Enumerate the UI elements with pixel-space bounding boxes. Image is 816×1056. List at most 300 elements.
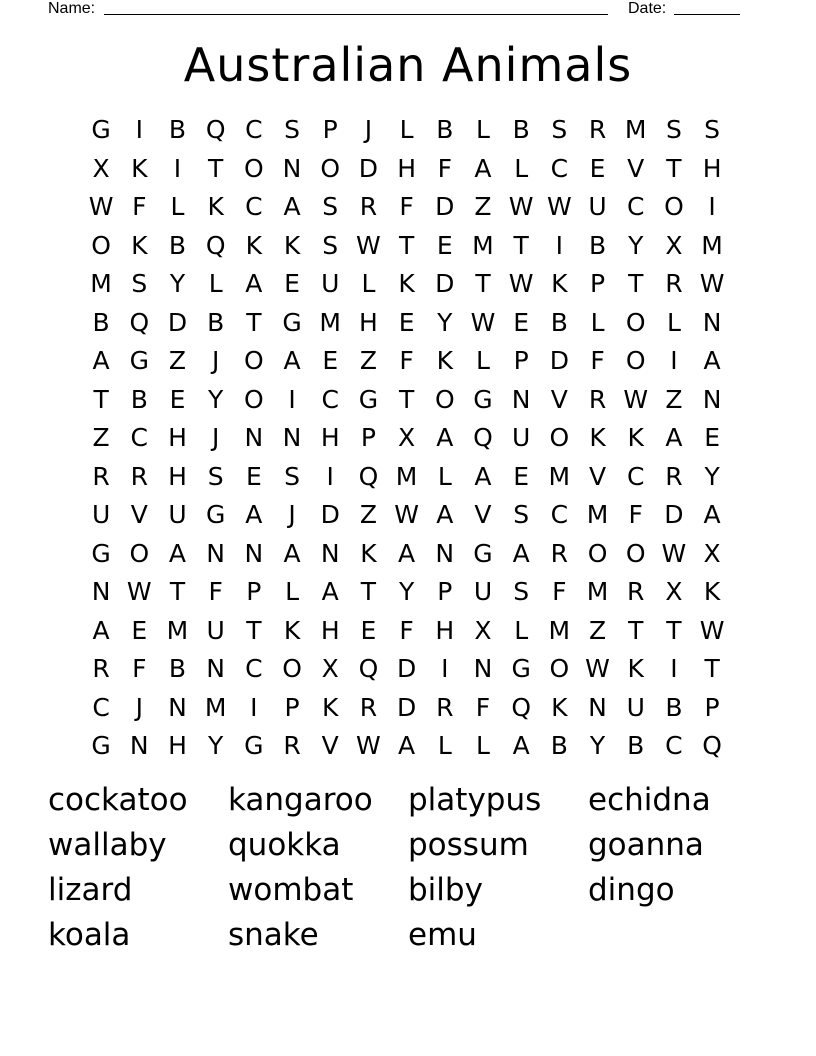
grid-letter: K: [322, 692, 339, 722]
grid-letter: I: [288, 384, 296, 414]
grid-letter: G: [91, 538, 111, 568]
grid-row: [82, 727, 732, 766]
grid-letter: A: [245, 500, 263, 529]
grid-letter: M: [319, 307, 341, 337]
grid-letter: Y: [169, 269, 186, 298]
grid-letter: S: [322, 230, 339, 260]
grid-letter: Y: [437, 307, 453, 337]
grid-letter: C: [245, 192, 263, 221]
grid-letter: R: [627, 577, 645, 606]
grid-row: [82, 535, 732, 574]
grid-letter: U: [512, 423, 531, 452]
grid-letter: Y: [208, 384, 224, 414]
grid-letter: C: [550, 500, 569, 529]
grid-letter: W: [88, 192, 114, 221]
grid-letter: J: [135, 692, 143, 722]
date-label: Date:: [628, 0, 667, 17]
grid-letter: Y: [398, 577, 415, 606]
grid-letter: F: [399, 615, 414, 645]
grid-letter: N: [244, 423, 264, 452]
grid-row: [82, 573, 732, 612]
grid-letter: K: [551, 269, 568, 298]
grid-row: [82, 342, 732, 381]
grid-letter: M: [166, 615, 189, 645]
word-list-item: goanna: [588, 827, 704, 863]
grid-letter: N: [206, 538, 225, 568]
grid-letter: H: [168, 461, 187, 491]
grid-letter: L: [437, 461, 452, 491]
grid-letter: M: [624, 115, 647, 144]
grid-letter: A: [398, 538, 416, 568]
grid-letter: B: [168, 115, 187, 144]
grid-letter: Q: [205, 230, 226, 260]
date-blank-line: [674, 14, 740, 15]
grid-letter: I: [326, 461, 334, 491]
grid-letter: I: [250, 692, 258, 722]
grid-letter: Q: [702, 731, 722, 760]
grid-letter: E: [398, 307, 415, 337]
grid-row: [82, 419, 732, 458]
grid-letter: W: [623, 384, 649, 414]
grid-letter: B: [168, 230, 187, 260]
grid-letter: P: [704, 692, 720, 722]
word-list-item: echidna: [588, 782, 711, 818]
grid-letter: F: [208, 577, 223, 606]
grid-letter: M: [204, 692, 227, 722]
grid-letter: O: [129, 538, 150, 568]
grid-letter: M: [548, 615, 571, 645]
grid-letter: R: [588, 115, 607, 144]
grid-letter: B: [550, 731, 568, 760]
grid-letter: C: [92, 692, 110, 722]
grid-row: [82, 650, 732, 689]
grid-row: [82, 111, 732, 150]
grid-letter: B: [627, 731, 645, 760]
grid-letter: X: [703, 538, 721, 568]
grid-letter: A: [474, 461, 492, 491]
grid-letter: A: [283, 192, 301, 221]
grid-letter: U: [588, 192, 607, 221]
grid-letter: Q: [358, 461, 379, 491]
grid-letter: E: [589, 153, 606, 183]
grid-letter: M: [472, 230, 494, 260]
worksheet-header: [48, 0, 748, 20]
grid-letter: F: [437, 153, 452, 183]
grid-letter: F: [399, 192, 414, 221]
grid-letter: G: [511, 654, 531, 683]
grid-letter: N: [320, 538, 340, 568]
grid-letter: W: [661, 538, 687, 568]
grid-letter: K: [283, 615, 301, 645]
grid-letter: Q: [205, 115, 226, 144]
grid-letter: Q: [473, 423, 493, 452]
grid-letter: O: [244, 346, 264, 375]
grid-letter: Z: [168, 346, 187, 375]
grid-letter: I: [135, 115, 143, 144]
grid-letter: V: [321, 731, 339, 760]
grid-letter: I: [670, 346, 678, 375]
grid-letter: E: [513, 307, 530, 337]
grid-letter: I: [670, 654, 678, 683]
grid-letter: C: [626, 192, 645, 221]
grid-letter: W: [699, 615, 725, 645]
grid-letter: T: [360, 577, 377, 606]
word-list-item: emu: [408, 917, 477, 953]
grid-letter: Z: [359, 500, 377, 529]
grid-letter: T: [246, 307, 262, 337]
grid-letter: W: [585, 654, 610, 683]
grid-letter: B: [665, 692, 683, 722]
grid-letter: W: [508, 269, 534, 298]
grid-letter: E: [322, 346, 339, 375]
grid-letter: Z: [359, 346, 377, 375]
grid-letter: L: [437, 731, 452, 760]
grid-letter: C: [550, 153, 569, 183]
grid-row: [82, 150, 732, 189]
grid-letter: O: [282, 654, 302, 683]
grid-letter: T: [208, 153, 224, 183]
grid-letter: K: [131, 153, 148, 183]
grid-letter: N: [702, 384, 722, 414]
grid-letter: J: [364, 115, 373, 144]
grid-letter: T: [398, 230, 415, 260]
grid-letter: A: [283, 346, 301, 375]
word-list: [48, 778, 768, 958]
grid-row: [82, 612, 732, 651]
grid-letter: N: [473, 654, 493, 683]
grid-letter: D: [320, 500, 340, 529]
grid-letter: L: [208, 269, 223, 298]
word-list-item: possum: [408, 827, 529, 863]
grid-letter: H: [702, 153, 722, 183]
grid-letter: P: [437, 577, 453, 606]
grid-letter: P: [589, 269, 606, 298]
word-list-item: quokka: [228, 827, 341, 863]
grid-letter: C: [321, 384, 339, 414]
grid-letter: R: [283, 731, 301, 760]
word-list-item: dingo: [588, 872, 675, 908]
grid-letter: D: [549, 346, 569, 375]
grid-row: [82, 188, 732, 227]
grid-letter: T: [704, 654, 720, 683]
grid-letter: E: [131, 615, 148, 645]
grid-letter: A: [512, 731, 530, 760]
grid-letter: W: [546, 192, 572, 221]
grid-letter: A: [512, 538, 530, 568]
grid-letter: A: [436, 500, 454, 529]
grid-letter: S: [322, 192, 339, 221]
grid-letter: L: [476, 115, 490, 144]
grid-letter: E: [284, 269, 300, 298]
grid-letter: E: [704, 423, 720, 452]
grid-letter: Q: [129, 307, 150, 337]
grid-letter: X: [665, 230, 683, 260]
grid-letter: T: [666, 153, 682, 183]
grid-letter: J: [211, 423, 220, 452]
grid-letter: O: [91, 230, 111, 260]
grid-letter: L: [361, 269, 376, 298]
grid-letter: A: [474, 153, 492, 183]
grid-letter: Q: [358, 654, 379, 683]
grid-letter: R: [359, 692, 378, 722]
grid-letter: I: [173, 153, 182, 183]
grid-letter: M: [90, 269, 112, 298]
grid-letter: A: [92, 346, 110, 375]
grid-letter: H: [168, 731, 187, 760]
grid-letter: L: [476, 346, 490, 375]
grid-letter: B: [168, 654, 187, 683]
grid-letter: I: [441, 654, 449, 683]
grid-letter: W: [394, 500, 419, 529]
grid-letter: T: [398, 384, 415, 414]
grid-letter: K: [627, 654, 644, 683]
grid-letter: E: [436, 230, 453, 260]
grid-letter: N: [168, 692, 187, 722]
grid-letter: F: [590, 346, 605, 375]
grid-letter: V: [627, 153, 645, 183]
grid-letter: B: [512, 115, 530, 144]
grid-letter: O: [625, 307, 646, 337]
grid-letter: V: [588, 461, 607, 491]
grid-letter: K: [360, 538, 377, 568]
grid-letter: H: [320, 615, 340, 645]
grid-letter: C: [130, 423, 149, 452]
word-list-item: lizard: [48, 872, 133, 908]
grid-row: [82, 689, 732, 728]
grid-letter: M: [395, 461, 418, 491]
grid-letter: A: [168, 538, 187, 568]
grid-row: [82, 265, 732, 304]
grid-letter: D: [435, 269, 455, 298]
grid-letter: O: [587, 538, 608, 568]
grid-letter: A: [92, 615, 110, 645]
word-list-item: cockatoo: [48, 782, 188, 818]
grid-letter: D: [435, 192, 455, 221]
grid-letter: R: [92, 461, 110, 491]
grid-letter: E: [360, 615, 377, 645]
grid-letter: K: [207, 192, 224, 221]
grid-letter: P: [246, 577, 262, 606]
grid-letter: T: [666, 615, 682, 645]
grid-letter: D: [358, 153, 379, 183]
grid-letter: A: [398, 731, 416, 760]
grid-letter: O: [625, 346, 646, 375]
grid-letter: K: [245, 230, 263, 260]
grid-letter: N: [511, 384, 531, 414]
grid-letter: J: [288, 500, 296, 529]
grid-letter: A: [245, 269, 263, 298]
grid-letter: S: [513, 500, 530, 529]
grid-letter: K: [398, 269, 415, 298]
grid-letter: B: [207, 307, 225, 337]
grid-letter: B: [436, 115, 454, 144]
grid-letter: I: [708, 192, 716, 221]
grid-letter: A: [703, 346, 721, 375]
name-blank-line: [104, 14, 608, 15]
word-list-item: wombat: [228, 872, 354, 908]
grid-letter: K: [589, 423, 606, 452]
grid-letter: F: [132, 654, 147, 683]
grid-letter: Q: [511, 692, 531, 722]
grid-letter: N: [244, 538, 264, 568]
grid-row: [82, 458, 732, 497]
grid-letter: C: [626, 461, 645, 491]
grid-letter: F: [132, 192, 147, 221]
grid-letter: R: [550, 538, 569, 568]
grid-letter: M: [586, 500, 609, 529]
grid-letter: B: [130, 384, 148, 414]
name-label: Name:: [48, 0, 96, 17]
grid-letter: S: [704, 115, 721, 144]
grid-letter: U: [626, 692, 645, 722]
grid-letter: T: [246, 615, 262, 645]
grid-letter: O: [549, 654, 570, 683]
grid-letter: R: [665, 461, 683, 491]
grid-letter: W: [356, 230, 381, 260]
grid-letter: N: [91, 577, 111, 606]
grid-letter: S: [513, 577, 530, 606]
grid-letter: Z: [92, 423, 110, 452]
grid-letter: W: [356, 731, 381, 760]
grid-letter: C: [245, 654, 263, 683]
grid-letter: S: [665, 115, 682, 144]
grid-letter: N: [435, 538, 455, 568]
grid-letter: O: [244, 153, 264, 183]
grid-row: [82, 227, 732, 266]
grid-letter: S: [284, 115, 300, 144]
grid-letter: R: [665, 269, 683, 298]
grid-letter: K: [436, 346, 453, 375]
grid-letter: H: [320, 423, 340, 452]
grid-letter: N: [282, 153, 302, 183]
grid-row: [82, 304, 732, 343]
word-list-item: koala: [48, 917, 131, 953]
grid-letter: O: [244, 384, 264, 414]
grid-letter: K: [131, 230, 148, 260]
grid-letter: V: [130, 500, 148, 529]
grid-letter: X: [665, 577, 683, 606]
grid-letter: M: [548, 461, 571, 491]
grid-letter: Y: [704, 461, 720, 491]
grid-letter: K: [703, 577, 721, 606]
grid-letter: L: [170, 192, 185, 221]
grid-letter: N: [702, 307, 722, 337]
grid-letter: R: [436, 692, 454, 722]
grid-letter: D: [396, 654, 417, 683]
grid-letter: L: [285, 577, 299, 606]
worksheet-title: Australian Animals: [183, 38, 633, 92]
grid-letter: W: [699, 269, 725, 298]
grid-letter: U: [91, 500, 111, 529]
grid-letter: F: [628, 500, 643, 529]
grid-letter: L: [476, 731, 490, 760]
grid-letter: H: [359, 307, 378, 337]
grid-letter: H: [397, 153, 416, 183]
grid-letter: O: [625, 538, 646, 568]
word-list-item: platypus: [408, 782, 542, 818]
grid-letter: A: [436, 423, 454, 452]
grid-letter: P: [322, 115, 338, 144]
grid-letter: L: [514, 615, 529, 645]
grid-letter: X: [398, 423, 416, 452]
grid-letter: P: [360, 423, 376, 452]
grid-letter: L: [590, 307, 605, 337]
grid-letter: T: [628, 615, 644, 645]
grid-letter: S: [207, 461, 224, 491]
grid-letter: G: [282, 307, 302, 337]
grid-letter: H: [435, 615, 455, 645]
grid-letter: W: [126, 577, 152, 606]
grid-letter: C: [665, 731, 683, 760]
grid-letter: N: [206, 654, 225, 683]
grid-letter: T: [628, 269, 644, 298]
grid-letter: Y: [628, 230, 644, 260]
grid-letter: S: [551, 115, 568, 144]
grid-letter: O: [434, 384, 455, 414]
grid-letter: V: [474, 500, 492, 529]
grid-letter: T: [475, 269, 491, 298]
grid-letter: A: [703, 500, 721, 529]
grid-letter: D: [167, 307, 188, 337]
grid-letter: P: [284, 692, 300, 722]
grid-letter: G: [358, 384, 379, 414]
grid-letter: G: [91, 731, 111, 760]
grid-letter: G: [129, 346, 149, 375]
grid-letter: G: [473, 384, 493, 414]
grid-letter: A: [283, 538, 301, 568]
grid-letter: Z: [474, 192, 492, 221]
grid-letter: L: [514, 153, 529, 183]
word-list-item: snake: [228, 917, 319, 953]
grid-letter: X: [92, 153, 110, 183]
grid-letter: H: [168, 423, 187, 452]
grid-letter: R: [130, 461, 148, 491]
grid-letter: E: [245, 461, 262, 491]
grid-letter: G: [205, 500, 226, 529]
grid-letter: D: [664, 500, 684, 529]
grid-letter: O: [320, 153, 341, 183]
grid-letter: B: [550, 307, 568, 337]
grid-letter: B: [588, 230, 607, 260]
grid-letter: N: [282, 423, 302, 452]
grid-letter: C: [245, 115, 263, 144]
grid-letter: F: [475, 692, 491, 722]
grid-letter: I: [555, 230, 564, 260]
grid-letter: U: [206, 615, 225, 645]
grid-letter: T: [169, 577, 186, 606]
grid-letter: K: [551, 692, 568, 722]
grid-letter: F: [552, 577, 567, 606]
grid-letter: A: [321, 577, 339, 606]
grid-letter: M: [701, 230, 723, 260]
grid-letter: G: [473, 538, 493, 568]
grid-letter: T: [513, 230, 529, 260]
grid-letter: O: [549, 423, 570, 452]
grid-letter: X: [474, 615, 492, 645]
grid-letter: J: [211, 346, 220, 375]
grid-letter: G: [244, 731, 264, 760]
grid-row: [82, 496, 732, 535]
grid-letter: E: [513, 461, 530, 491]
grid-letter: U: [168, 500, 187, 529]
grid-letter: K: [283, 230, 301, 260]
grid-letter: R: [588, 384, 607, 414]
grid-row: [82, 381, 732, 420]
grid-letter: X: [321, 654, 339, 683]
grid-letter: W: [508, 192, 534, 221]
grid-letter: P: [513, 346, 529, 375]
grid-letter: L: [399, 115, 414, 144]
